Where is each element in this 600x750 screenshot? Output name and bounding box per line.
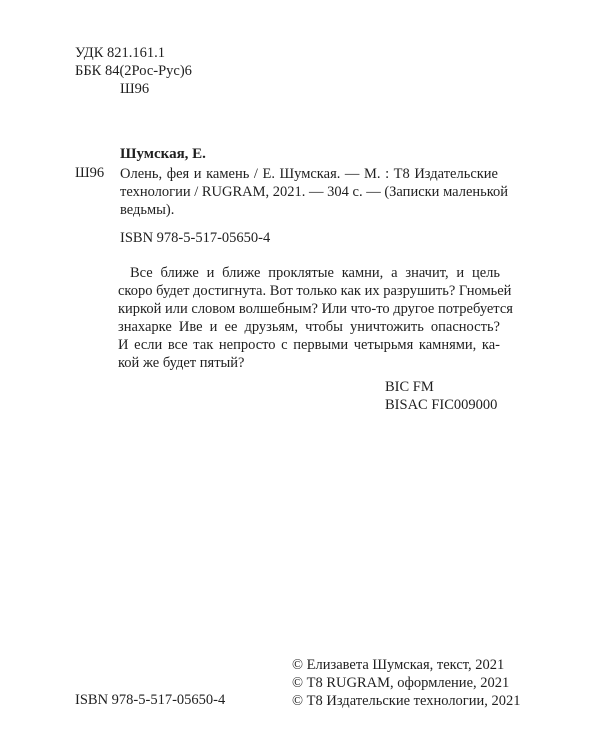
bibliographic-description xyxy=(120,165,509,219)
annotation-line: И если все так непросто с первыми четырьмя камнями, ка- xyxy=(118,337,500,353)
copyright-block xyxy=(292,656,521,710)
annotation-line: Все ближе и ближе проклятые камни, а значит, и цель xyxy=(130,265,500,281)
annotation-line: скоро будет достигнута. Вот только как их разрушить? Гномьей xyxy=(118,283,512,299)
bisac-code: BISAC FIC009000 xyxy=(385,397,498,413)
copyright-line: © Елизавета Шумская, текст, 2021 xyxy=(292,657,505,673)
annotation-line: знахарке Иве и ее друзьям, чтобы уничтожить опасность? xyxy=(118,319,500,335)
isbn-record: ISBN 978-5-517-05650-4 xyxy=(120,230,271,246)
cutter-code: Ш96 xyxy=(120,81,150,97)
bbk-code: ББК 84(2Рос-Рус)6 xyxy=(75,63,192,79)
subject-codes xyxy=(385,378,497,414)
author-heading: Шумская, Е. xyxy=(120,146,206,162)
biblio-line: ведьмы). xyxy=(120,202,175,218)
copyright-line: © Т8 RUGRAM, оформление, 2021 xyxy=(292,675,510,691)
isbn-footer: ISBN 978-5-517-05650-4 xyxy=(75,692,226,708)
biblio-line: Олень, фея и камень / Е. Шумская. — М. : Т8 Издательские xyxy=(120,166,498,182)
annotation xyxy=(118,264,513,372)
annotation-line: кой же будет пятый? xyxy=(118,355,245,371)
bic-code: BIC FM xyxy=(385,379,434,395)
udk-code: УДК 821.161.1 xyxy=(75,45,165,61)
annotation-line: киркой или словом волшебным? Или что-то другое потребуется xyxy=(118,301,513,317)
biblio-line: технологии / RUGRAM, 2021. — 304 с. — (Записки маленькой xyxy=(120,184,509,200)
cutter-side-code: Ш96 xyxy=(75,165,105,181)
copyright-line: © Т8 Издательские технологии, 2021 xyxy=(292,693,521,709)
